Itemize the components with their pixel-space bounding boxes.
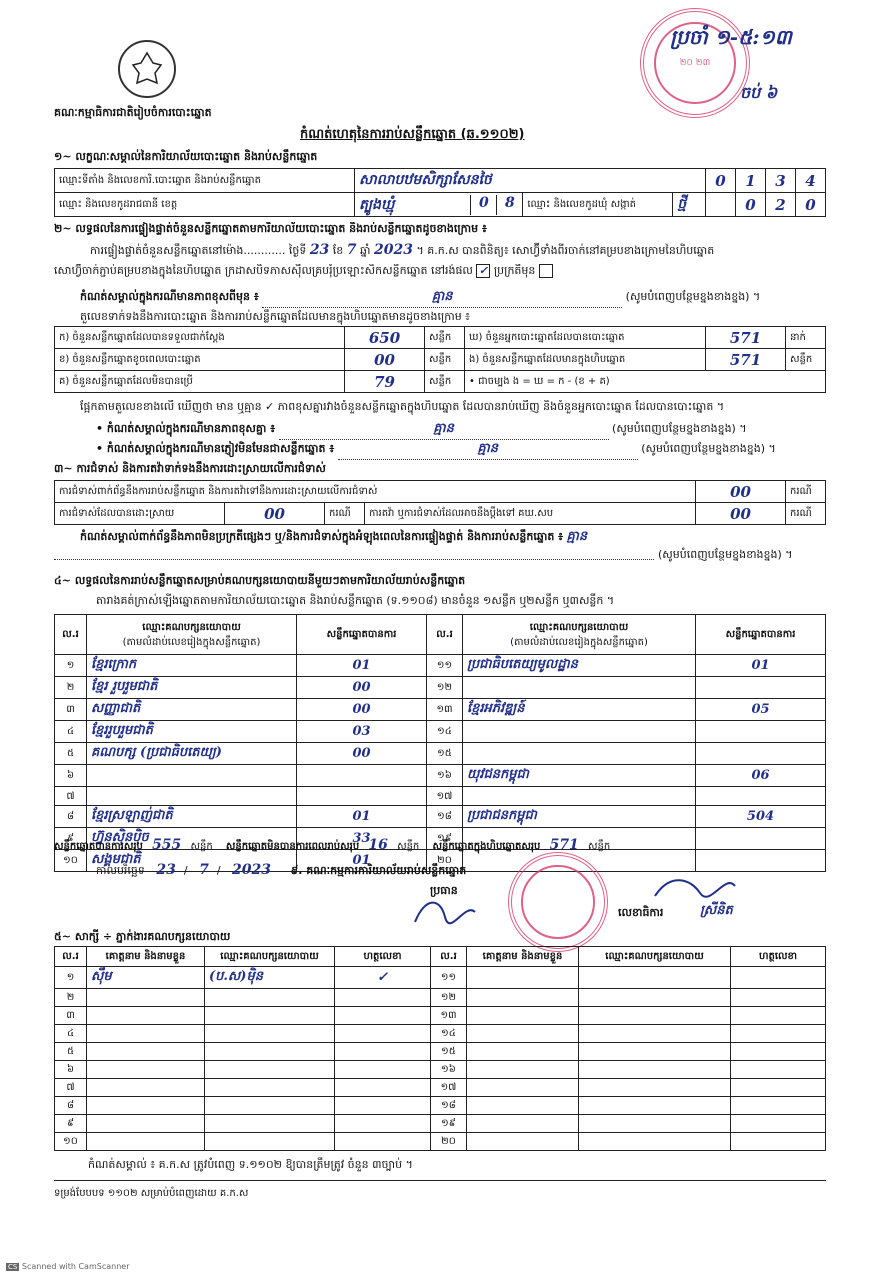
witness-no: ៨ (55, 1097, 87, 1115)
witness-party (579, 989, 731, 1007)
objections-value: 00 (696, 481, 786, 503)
witness-party (205, 1115, 335, 1133)
party-votes: 504 (696, 806, 826, 828)
witness-row (55, 1097, 826, 1115)
witness-no: ៦ (55, 1061, 87, 1079)
footer-rule (54, 1180, 826, 1181)
party-no: ៩ (55, 828, 87, 850)
date-month: 7 (199, 862, 209, 878)
party-votes: 00 (297, 677, 427, 699)
party-name (87, 787, 297, 806)
witness-no: ១៦ (431, 1061, 467, 1079)
ok-checkbox[interactable]: ✓ (476, 264, 490, 278)
official-stamp-bottom (508, 852, 608, 952)
committee-logo (118, 40, 176, 98)
party-no: ២ (55, 677, 87, 699)
commune-digit: 0 (736, 193, 766, 217)
witness-party (579, 1007, 731, 1025)
unused-value: 79 (345, 371, 425, 393)
party-row (55, 765, 826, 787)
witness-no: ១ (55, 967, 87, 989)
witness-no: ១០ (55, 1133, 87, 1151)
witness-sign (731, 989, 826, 1007)
party-name (463, 677, 696, 699)
witness-name (87, 1097, 205, 1115)
witness-no: ១៣ (431, 1007, 467, 1025)
party-no: ១៩ (427, 828, 463, 850)
witness-no: ១៥ (431, 1043, 467, 1061)
section3-note-value: គ្មាន (566, 529, 588, 544)
witness-sign (335, 1061, 431, 1079)
witness-party (205, 1043, 335, 1061)
party-votes: 06 (696, 765, 826, 787)
witness-no: ៩ (55, 1115, 87, 1133)
row1-label: ឈ្មោះទីតាំង និងលេខការិ.បោះឆ្នោត និងរាប់សន្លឹកឆ្នោត (55, 169, 355, 193)
party-no: ៥ (55, 743, 87, 765)
witness-party (579, 1115, 731, 1133)
section2-heading: ២~ លទ្ធផលនៃការផ្ទៀងផ្ទាត់ចំនួនសន្លឹកឆ្នោតតាមការិយាល័យបោះឆ្នោត និងរាប់សន្លឹកឆ្នោតដូចខាងក្រោម ៖ (54, 222, 487, 235)
witness-name (87, 1079, 205, 1097)
witness-name (87, 1007, 205, 1025)
witness-party (579, 1061, 731, 1079)
witness-sign (335, 1043, 431, 1061)
province-digit: 8 (496, 195, 522, 215)
witness-party (205, 1097, 335, 1115)
party-name: ហ្វ៊ុនស៊ិនប៉ិច (87, 828, 297, 850)
note3-line: • កំណត់សម្គាល់ក្នុងករណីមានភ្ញៀវមិនមែនជាសន្លឹកឆ្នោត ៖ គ្មាន (សូមបំពេញបន្ថែមខ្នងខាងខ្នង) ។ (96, 440, 776, 460)
party-votes: 01 (297, 850, 427, 872)
party-no: ១៨ (427, 806, 463, 828)
province-digit: 0 (470, 195, 496, 215)
witness-party (579, 1025, 731, 1043)
party-votes: 01 (696, 655, 826, 677)
row2-label: ឈ្មោះ និងលេខកូដរាជធានី ខេត្ត (55, 193, 355, 217)
party-row (55, 743, 826, 765)
witness-row (55, 1079, 826, 1097)
witness-name (467, 1007, 579, 1025)
party-no: ១១ (427, 655, 463, 677)
section5-heading: ៥~ សាក្សី ÷ ភ្នាក់ងារគណបក្សនយោបាយ (54, 930, 231, 943)
section3-note: កំណត់សម្គាល់ពាក់ព័ន្ធនឹងភាពមិនប្រក្រតីផ្សេងៗ ឬ/និងការជំទាស់ក្នុងអំឡុងពេលនៃការផ្ទៀងផ្ទាត់ និងការរាប់សន្លឹកឆ្នោត ៖ គ្មាន (80, 529, 588, 544)
row2-label-b: ឈ្មោះ និងលេខកូដឃុំ សង្កាត់ (523, 193, 673, 217)
witness-row (55, 1061, 826, 1079)
secretary-name: ស្រីនិត (700, 903, 733, 918)
party-votes (696, 721, 826, 743)
form-footer: ទម្រង់បែបបទ ១១០២ សម្រាប់បំពេញដោយ គ.ក.ស (54, 1188, 249, 1199)
witness-row (55, 1133, 826, 1151)
witness-name (467, 989, 579, 1007)
verify-day: 23 (309, 242, 330, 258)
witness-no: ៤ (55, 1025, 87, 1043)
party-name: ខ្មែរក្រោក (87, 655, 297, 677)
witness-name (87, 1025, 205, 1043)
party-no: ២០ (427, 850, 463, 872)
top-handwritten-note: ប្រចាំ ១-៥:១៣ (670, 25, 792, 49)
top-handwritten-note-2: ចប់ ៦ (740, 83, 778, 102)
date-year: 2023 (232, 862, 271, 878)
section3-note-line (54, 548, 654, 560)
party-votes: 03 (297, 721, 427, 743)
witness-sign (335, 1097, 431, 1115)
appeal-value: 00 (696, 503, 786, 525)
party-row (55, 787, 826, 806)
party-name: ប្រជាជនកម្ពុជា (463, 806, 696, 828)
witness-name (467, 1115, 579, 1133)
party-votes: 01 (297, 806, 427, 828)
official-stamp-top: ២០ ២៣ (640, 8, 750, 118)
witness-name (467, 967, 579, 989)
party-no: ១ (55, 655, 87, 677)
witness-party (579, 1097, 731, 1115)
verify-line: ការផ្ទៀងផ្ទាត់ចំនួនសន្លឹកឆ្នោតនៅម៉ោង............ ថ្ងៃទី 23 ខែ 7 ឆ្នាំ 2023 ។ គ.ក.ស បានពិនិត្យ៖ សោហ្វ៊ីទាំងពីរចាក់នៅគម្របខាងក្រោមនៃហិបឆ្នោត (90, 242, 715, 258)
witness-name (87, 1043, 205, 1061)
note-value: គ្មាន (262, 288, 622, 308)
party-name: គណបក្ស (ប្រជាធិបតេយ្យ) (87, 743, 297, 765)
row1-value: សាលាបឋមសិក្សាសែនថៃ (355, 169, 706, 193)
form-title: កំណត់ហេតុនៃការរាប់សន្លឹកឆ្នោត (ឆ.១១០២) (300, 127, 525, 142)
party-votes (297, 787, 427, 806)
note2-line: • កំណត់សម្គាល់ក្នុងករណីមានភាពខុសគ្នា ៖ គ្មាន (សូមបំពេញបន្ថែមខ្នងខាងខ្នង) ។ (96, 420, 747, 440)
witness-name (87, 1133, 205, 1151)
party-votes: 33 (297, 828, 427, 850)
witness-sign (335, 1079, 431, 1097)
party-row (55, 721, 826, 743)
party-name: ខ្មែរ រួបរួមជាតិ (87, 677, 297, 699)
witness-name (467, 1043, 579, 1061)
chair-signature (410, 892, 480, 932)
party-name: សញ្ញាជាតិ (87, 699, 297, 721)
witness-party (579, 1043, 731, 1061)
witness-name (467, 1133, 579, 1151)
witness-row (55, 1115, 826, 1133)
party-no: ១៥ (427, 743, 463, 765)
witness-sign (731, 967, 826, 989)
party-votes (696, 787, 826, 806)
row1-digit: 0 (706, 169, 736, 193)
witness-party (205, 1007, 335, 1025)
party-votes (696, 743, 826, 765)
row1-digit: 1 (736, 169, 766, 193)
row1-digit: 4 (796, 169, 826, 193)
witness-sign (335, 1115, 431, 1133)
row1-digit: 3 (766, 169, 796, 193)
witness-no: ៥ (55, 1043, 87, 1061)
party-name: ខ្មែរស្រឡាញ់ជាតិ (87, 806, 297, 828)
date-day: 23 (156, 862, 176, 878)
witness-name (87, 989, 205, 1007)
voters-value: 571 (706, 327, 786, 349)
witness-table: ល.រ គោត្តនាម និងនាមខ្លួន ឈ្មោះគណបក្សនយោបាយ ហត្ថលេខា ល.រ គោត្តនាម និងនាមខ្លួន ឈ្មោះគណបក្សនយោបាយ ហត្ថលេខា ១ ស៊ឹម (ប.ស)ម៉ិន ✓ ១១ ២ ១២ ៣ ១៣ ៤ ១៤ ៥ ១៥ ៦ ១៦ ៧ ១៧ ៨ ១៨ ៩ ១៩ ១០ ២០ (54, 946, 826, 1151)
party-votes: 01 (297, 655, 427, 677)
witness-no: ៧ (55, 1079, 87, 1097)
witness-sign (731, 1025, 826, 1043)
witness-name (467, 1025, 579, 1043)
party-row (55, 699, 826, 721)
commune-value: ថ្មី (673, 193, 706, 217)
party-name (463, 743, 696, 765)
party-no: ១៦ (427, 765, 463, 787)
section4-intro: តារាងគត់ក្រាស់ឡើងឆ្នោតតាមការិយាល័យបោះឆ្នោត និងរាប់សន្លឹកឆ្នោត (ទ.១១០៨) មានចំនួន ១សន្លឹក ឬ២សន្លឹក ឬ៣សន្លឹក ។ (96, 594, 615, 607)
in-box-value: 571 (706, 349, 786, 371)
party-votes: 00 (297, 699, 427, 721)
seal-line: សោហ្វ៊ីចាក់ភ្ជាប់គម្របខាងក្នុងនៃហិបឆ្នោត ក្រដាសបិទភាសស៊ីលគ្របរុំប្រឡោះសិកសន្លឹកឆ្នោត នៅរង់ផល ✓ ប្រក្រតីមុន (54, 264, 834, 280)
witness-party (579, 967, 731, 989)
witness-sign (731, 1097, 826, 1115)
verify-month: 7 (346, 242, 357, 258)
party-no: ៧ (55, 787, 87, 806)
party-name: ខ្មែររួបរួមជាតិ (87, 721, 297, 743)
party-no: ១០ (55, 850, 87, 872)
witness-no: ១៨ (431, 1097, 467, 1115)
resolved-value: 00 (225, 503, 325, 525)
party-name: ប្រជាធិបតេយ្យមូលដ្ឋាន (463, 655, 696, 677)
witness-row (55, 989, 826, 1007)
date-line: កាលបរិច្ឆេទ 23 / 7 / 2023 ៩. គណៈកម្មការការិយាល័យរាប់សន្លឹកឆ្នោត (96, 862, 467, 878)
scanner-watermark: CS Scanned with CamScanner (8, 1262, 130, 1271)
witness-sign (731, 1133, 826, 1151)
totals-line: សន្លឹកឆ្នោតបានការសរុប 555 សន្លឹក សន្លឹកឆ្នោតមិនបានការពេលរាប់សរុប 16 សន្លឹក សន្លឹកឆ្នោតក្នុងហិបឆ្នោតសរុប 571 សន្លឹក (54, 837, 611, 853)
party-name: សង្គមជាតិ (87, 850, 297, 872)
witness-sign (731, 1115, 826, 1133)
party-name (87, 765, 297, 787)
party-name: ខ្មែរអភិវឌ្ឍន៍ (463, 699, 696, 721)
witness-name (467, 1097, 579, 1115)
witness-no: ៣ (55, 1007, 87, 1025)
party-votes (696, 677, 826, 699)
witness-sign: ✓ (335, 967, 431, 989)
secretary-label: លេខាធិការ (618, 906, 664, 919)
witness-sign (335, 1133, 431, 1151)
witness-party (579, 1079, 731, 1097)
section1-heading: ១~ លក្ខណៈសម្គាល់នៃការិយាល័យបោះឆ្នោត និងរាប់សន្លឹកឆ្នោត (54, 150, 318, 163)
objections-table: ការជំទាស់ពាក់ព័ន្ធនឹងការរាប់សន្លឹកឆ្នោត និងការតវ៉ាទៅនឹងការដោះស្រាយលើការជំទាស់ 00 ករណី ការជំទាស់ដែលបានដោះស្រាយ 00 ករណី ការតវ៉ា ឬការជំទាស់ដែលអាចនឹងប្តឹងទៅ គឃ.សប 00 ករណី (54, 480, 826, 525)
total-invalid: 16 (368, 837, 388, 853)
party-name (463, 721, 696, 743)
witness-party (205, 1133, 335, 1151)
section3-heading: ៣~ ការជំទាស់ និងការតវ៉ាទាក់ទងនឹងការដោះស្រាយលើការជំទាស់ (54, 462, 326, 475)
footer-note: កំណត់សម្គាល់ ៖ គ.ក.ស ត្រូវបំពេញ ទ.១១០២ ឱ្យបានត្រឹមត្រូវ ចំនួន ៣ច្បាប់ ។ (88, 1158, 413, 1171)
section1-table (54, 168, 826, 217)
witness-row (55, 1025, 826, 1043)
party-votes: 05 (696, 699, 826, 721)
scanner-logo-icon: CS (8, 1263, 18, 1271)
party-votes (297, 765, 427, 787)
witness-row (55, 1043, 826, 1061)
witness-sign (731, 1061, 826, 1079)
party-no: ១៧ (427, 787, 463, 806)
note3-value: គ្មាន (338, 440, 638, 460)
witness-name (467, 1061, 579, 1079)
witness-party (205, 1061, 335, 1079)
witness-sign (731, 1043, 826, 1061)
party-name (463, 787, 696, 806)
party-no: ៤ (55, 721, 87, 743)
note-line: កំណត់សម្គាល់ក្នុងករណីមានភាពខុសពីមុន ៖ គ្មាន (សូមបំពេញបន្ថែមខ្នងខាងខ្នង) ។ (80, 288, 830, 308)
compare-line: ផ្អែកតាមតួលេខខាងលើ ឃើញថា មាន ឬគ្មាន ✓ ភាពខុសគ្នារវាងចំនួនសន្លឹកឆ្នោតក្នុងហិបឆ្នោត ដែលបានរាប់ឃើញ និងចំនួនអ្នកបោះឆ្នោត ដែលបានបោះឆ្នោត ។ (80, 400, 725, 413)
party-row (55, 655, 826, 677)
witness-no: ២ (55, 989, 87, 1007)
witness-sign (335, 1025, 431, 1043)
received-value: 650 (345, 327, 425, 349)
section4-heading: ៤~ លទ្ធផលនៃការរាប់សន្លឹកឆ្នោតសម្រាប់គណបក្សនយោបាយនីមួយៗតាមការិយាល័យរាប់សន្លឹកឆ្នោត (54, 574, 466, 587)
witness-name (467, 1079, 579, 1097)
witness-sign (731, 1007, 826, 1025)
witness-sign (731, 1079, 826, 1097)
witness-no: ១៧ (431, 1079, 467, 1097)
verify-year: 2023 (374, 242, 413, 258)
section3-hint: (សូមបំពេញបន្ថែមខ្នងខាងខ្នង) ។ (658, 548, 793, 561)
party-no: ១៣ (427, 699, 463, 721)
total-box: 571 (549, 837, 579, 853)
total-valid: 555 (152, 837, 182, 853)
witness-name: ស៊ឹម (87, 967, 205, 989)
party-no: ១៤ (427, 721, 463, 743)
witness-party (205, 1025, 335, 1043)
spoiled-value: 00 (345, 349, 425, 371)
committee-name: គណៈកម្មាធិការជាតិរៀបចំការបោះឆ្នោត (54, 106, 212, 119)
party-no: ១២ (427, 677, 463, 699)
witness-no: ១៩ (431, 1115, 467, 1133)
party-row (55, 806, 826, 828)
witness-sign (335, 1007, 431, 1025)
witness-no: ២០ (431, 1133, 467, 1151)
party-no: ៦ (55, 765, 87, 787)
witness-no: ១៤ (431, 1025, 467, 1043)
witness-party: (ប.ស)ម៉ិន (205, 967, 335, 989)
witness-party (579, 1133, 731, 1151)
note2-value: គ្មាន (279, 420, 609, 440)
witness-row (55, 967, 826, 989)
result-intro: តួលេខទាក់ទងនឹងការបោះឆ្នោត និងការរាប់សន្លឹកឆ្នោតដែលមានក្នុងហិបឆ្នោតមានដូចខាងក្រោម ៖ (80, 310, 471, 323)
witness-name (87, 1115, 205, 1133)
commune-digit: 0 (796, 193, 826, 217)
party-name: យុវជនកម្ពុជា (463, 765, 696, 787)
witness-name (87, 1061, 205, 1079)
chair-label: ប្រធាន (430, 884, 458, 897)
party-row (55, 677, 826, 699)
changed-checkbox[interactable] (539, 264, 553, 278)
witness-party (205, 989, 335, 1007)
party-votes: 00 (297, 743, 427, 765)
witness-no: ១១ (431, 967, 467, 989)
party-results-table: ល.រ ឈ្មោះគណបក្សនយោបាយ (តាមលំដាប់លេខរៀងក្នុងសន្លឹកឆ្នោត) សន្លឹកឆ្នោតបានការ ល.រ ឈ្មោះគណបក្សនយោបាយ (តាមលំដាប់លេខរៀងក្នុងសន្លឹកឆ្នោត) សន្លឹកឆ្នោតបានការ ១ ខ្មែរក្រោក 01 ១១ ប្រជាធិបតេយ្យមូលដ្ឋាន 01 ២ ខ្មែរ រួបរួមជាតិ 00 ១២ ៣ សញ្ញាជាតិ 00 ១៣ ខ្មែរអភិវឌ្ឍន៍ 05 ៤ ខ្មែររួបរួមជាតិ 03 ១៤ ៥ គណបក្ស (ប្រជាធិបតេយ្យ) 00 ១៥ ៦ ១៦ យុវជនកម្ពុជា 06 ៧ ១៧ ៨ ខ្មែរស្រឡាញ់ជាតិ 01 ១៨ ប្រជាជនកម្ពុជា 504 ៩ ហ្វ៊ុនស៊ិនប៉ិច 33 ១៩ ១០ សង្គមជាតិ 01 ២០ (54, 614, 826, 872)
party-no: ៨ (55, 806, 87, 828)
party-votes (696, 828, 826, 850)
witness-row (55, 1007, 826, 1025)
witness-party (205, 1079, 335, 1097)
party-no: ៣ (55, 699, 87, 721)
witness-sign (335, 989, 431, 1007)
province-value: ត្បូងឃ្មុំ (359, 196, 395, 213)
witness-no: ១២ (431, 989, 467, 1007)
ballot-count-table: ក) ចំនួនសន្លឹកឆ្នោតដែលបានទទួលជាក់ស្តែង 650 សន្លឹក ឃ) ចំនួនអ្នកបោះឆ្នោតដែលបានបោះឆ្នោត 571 នាក់ ខ) ចំនួនសន្លឹកឆ្នោតខូចពេលបោះឆ្នោត 00 សន្លឹក ង) ចំនួនសន្លឹកឆ្នោតដែលមានក្នុងហិបឆ្នោត 571 សន្លឹក គ) ចំនួនសន្លឹកឆ្នោតដែលមិនបានប្រើ 79 សន្លឹក • ជាចម្បង ង = ឃ = ក - (ខ + គ) (54, 326, 826, 393)
commune-digit: 2 (766, 193, 796, 217)
